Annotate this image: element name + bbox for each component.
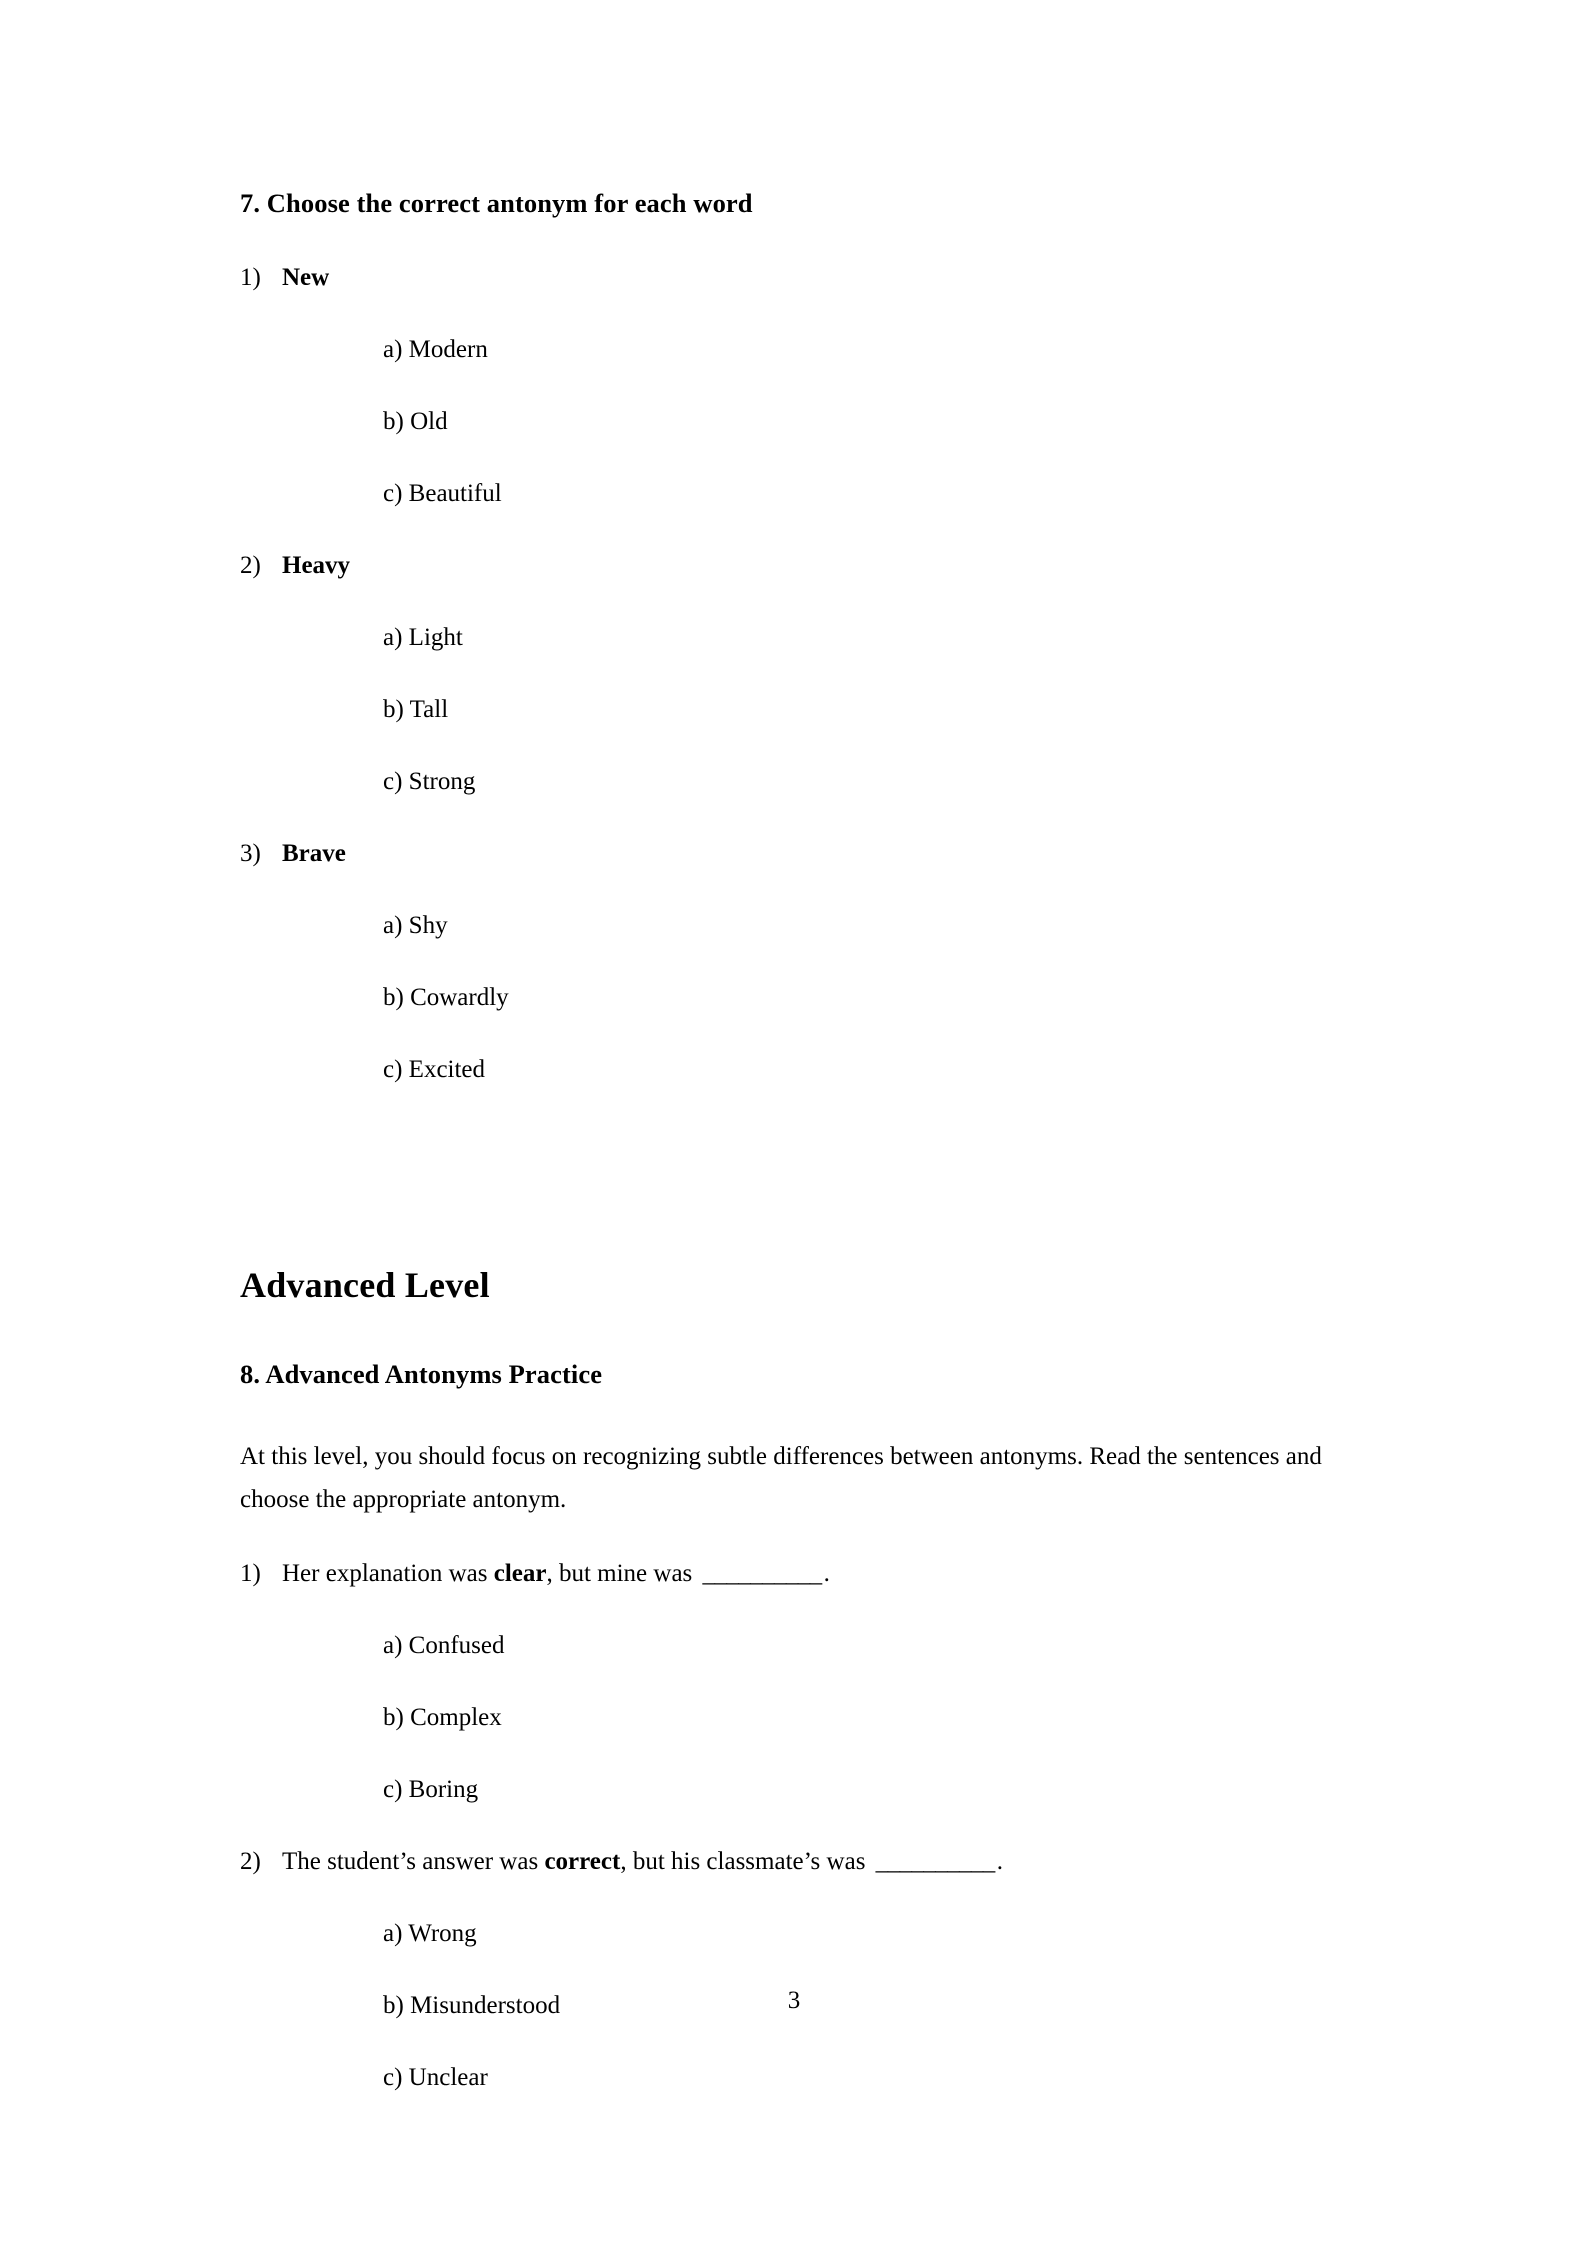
list-marker: 2) — [240, 1848, 261, 1875]
answer-option[interactable]: c) Beautiful — [383, 479, 502, 507]
answer-blank[interactable]: __________ — [702, 1560, 822, 1587]
word-item — [240, 265, 1345, 290]
sentence-item — [240, 1561, 1345, 1586]
sentence-end: . — [823, 1560, 830, 1587]
word-item — [240, 553, 1345, 578]
answer-option[interactable]: b) Misunderstood — [383, 1992, 561, 2019]
answer-option[interactable]: b) Old — [383, 407, 448, 435]
list-marker: 3) — [240, 839, 261, 867]
sentence-text — [282, 1561, 1345, 1586]
section-7-heading: 7. Choose the correct antonym for each word — [240, 188, 753, 218]
answer-option[interactable]: a) Wrong — [383, 1920, 477, 1947]
answer-option[interactable]: a) Light — [383, 623, 463, 651]
sentence-after: , but his classmate’s was — [620, 1848, 872, 1875]
sentence-before: The student’s answer was — [282, 1848, 545, 1875]
list-marker: 2) — [240, 551, 261, 579]
answer-blank[interactable]: __________ — [875, 1848, 995, 1875]
list-marker: 1) — [240, 263, 261, 291]
sentence-before: Her explanation was — [282, 1560, 494, 1587]
answer-option[interactable]: c) Strong — [383, 767, 476, 795]
sentence-end: . — [996, 1848, 1003, 1875]
list-marker: 1) — [240, 1560, 261, 1587]
advanced-level-heading: Advanced Level — [240, 1264, 490, 1305]
answer-option[interactable]: a) Modern — [383, 335, 488, 363]
section-8-intro-paragraph: At this level, you should focus on recognizing subtle differences between antonyms. Read the sentences and choose the appropriate antonym. — [240, 1443, 1322, 1513]
sentence-item — [240, 1849, 1345, 1874]
prompt-word: Heavy — [282, 551, 351, 579]
answer-option[interactable]: b) Tall — [383, 695, 449, 723]
answer-option[interactable]: c) Unclear — [383, 2064, 488, 2091]
sentence-text — [282, 1849, 1345, 1874]
answer-option[interactable]: c) Boring — [383, 1776, 479, 1803]
word-item — [240, 841, 1345, 866]
answer-option[interactable]: c) Excited — [383, 1055, 486, 1083]
sentence-after: , but mine was — [546, 1560, 699, 1587]
answer-option[interactable]: b) Cowardly — [383, 983, 509, 1011]
answer-option[interactable]: a) Shy — [383, 911, 448, 939]
answer-option[interactable]: b) Complex — [383, 1704, 502, 1731]
sentence-bold-word: clear — [493, 1560, 547, 1587]
page-number: 3 — [787, 1987, 801, 2014]
prompt-word: New — [282, 263, 330, 291]
answer-option[interactable]: a) Confused — [383, 1632, 505, 1659]
page-content — [240, 190, 1345, 2137]
prompt-word: Brave — [282, 839, 346, 867]
sentence-bold-word: correct — [544, 1848, 621, 1875]
section-8-heading: 8. Advanced Antonyms Practice — [240, 1358, 603, 1389]
section-spacer — [240, 1129, 1345, 1267]
